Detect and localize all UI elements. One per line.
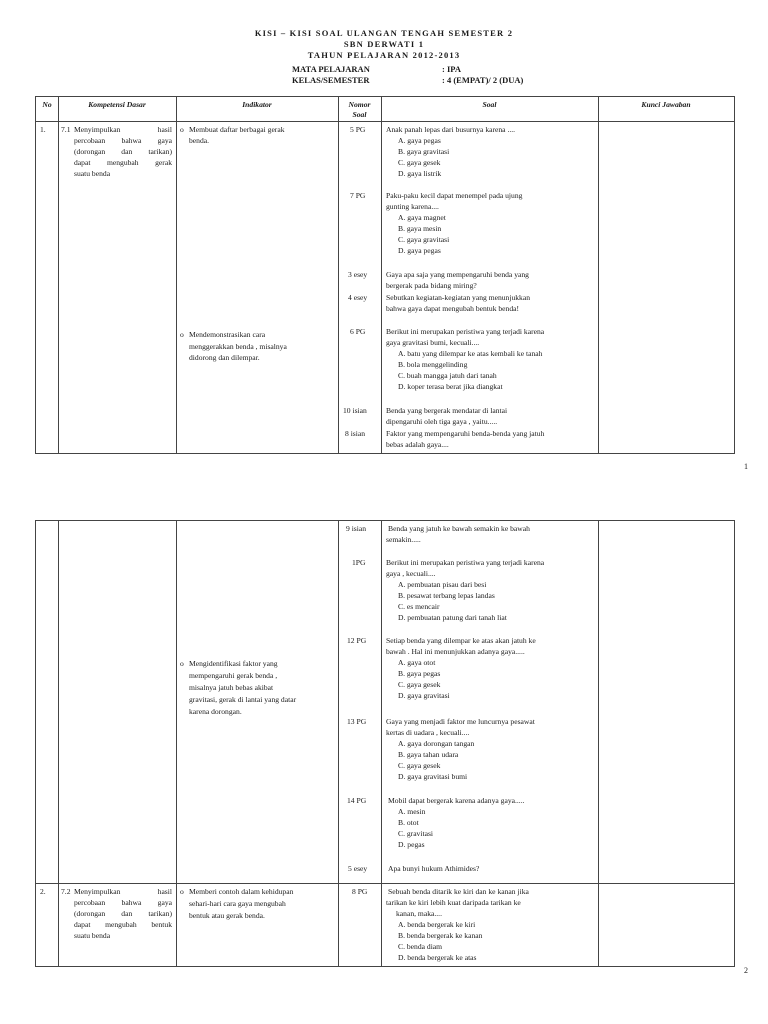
question-number: 5 esey <box>348 864 368 873</box>
question-number: 8 PG <box>352 887 368 896</box>
question-number: 1PG <box>352 558 366 567</box>
question-text: Sebutkan kegiatan-kegiatan yang menunjukkan <box>386 293 531 302</box>
option: B. otot <box>398 818 419 827</box>
meta-block <box>292 64 523 86</box>
question-number: 5 PG <box>350 125 366 134</box>
option: D. gaya gravitasi bumi <box>398 772 468 781</box>
bullet-icon: o <box>180 887 184 896</box>
bullet-icon: o <box>180 125 184 134</box>
option: D. koper terasa berat jika diangkat <box>398 382 503 391</box>
question-text: Apa bunyi hukum Athimides? <box>388 864 480 873</box>
option: D. pegas <box>398 840 425 849</box>
question-number: 4 esey <box>348 293 368 302</box>
option: B. pesawat terbang lepas landas <box>398 591 495 600</box>
option: B. gaya gravitasi <box>398 147 450 156</box>
col-header-soal: Soal <box>482 100 497 109</box>
question-text: Berikut ini merupakan peristiwa yang terjadi karena <box>386 327 545 336</box>
class-value: : 4 (EMPAT)/ 2 (DUA) <box>442 75 524 85</box>
table-page-2: 9 isian Benda yang jatuh ke bawah semakin ke bawah semakin..... 1PG Berikut ini merupakan peristiwa yang terjadi karena gaya , kecuali.... A. pembuatan pisau dari besi B. pesawat terbang lepas landas C. es mencair D. pembuatan patung dari tanah liat o Mengidentifikasi faktor yang mempengaruhi gerak benda , misalnya jatuh bebas akibat gravitasi, gerak di lantai yang datar karena dorongan. 12 PG Setiap benda yang dilempar ke atas akan jatuh ke bawah . Hal ini menunjukkan adanya gaya..... A. gaya otot B. gaya pegas C. gaya gesek D. gaya gravitasi 13 PG Gaya yang menjadi faktor me luncurnya pesawat kertas di uadara , kecuali.... A. gaya dorongan tangan B. gaya tahan udara C. gaya gesek D. gaya gravitasi bumi 14 PG Mobil dapat bergerak karena adanya gaya..... A. mesin B. otot C. gravitasi D. pegas 5 esey Apa bunyi hukum Athimides? 2. 7.2 Menyimpulkan hasil percobaan bahwa gaya (dorongan dan tarikan) dapat mengubah bentuk suatu benda o Memberi contoh dalam kehidupan sehari-hari cara gaya mengubah bentuk atau gerak benda. 8 PG Sebuah benda ditarik ke kiri dan ke kanan jika tarikan ke kiri lebih kuat daripada tarikan ke kanan, maka.... A. benda bergerak ke kiri B. benda bergerak ke kanan C. benda diam D. benda bergerak ke atas <box>35 520 735 967</box>
question-number: 3 esey <box>348 270 368 279</box>
col-header-no: No <box>42 100 52 109</box>
question-text: Setiap benda yang dilempar ke atas akan jatuh ke <box>386 636 536 645</box>
page-number: 1 <box>744 462 748 471</box>
bullet-icon: o <box>180 330 184 339</box>
question-number: 6 PG <box>350 327 366 336</box>
subject-label: MATA PELAJARAN <box>292 64 370 74</box>
option: C. gaya gesek <box>398 158 441 167</box>
indikator-4: Memberi contoh dalam kehidupan <box>189 887 294 896</box>
col-header-indikator: Indikator <box>242 100 272 109</box>
option: A. gaya magnet <box>398 213 446 222</box>
row-number: 1. <box>40 125 46 134</box>
option: A. batu yang dilempar ke atas kembali ke tanah <box>398 349 543 358</box>
option: C. gaya gesek <box>398 761 441 770</box>
header-school: SBN DERWATI 1 <box>343 39 425 49</box>
option: B. bola menggelinding <box>398 360 468 369</box>
option: A. mesin <box>398 807 426 816</box>
option: A. benda bergerak ke kiri <box>398 920 476 929</box>
question-number: 8 isian <box>345 429 366 438</box>
question-text: Paku-paku kecil dapat menempel pada ujung <box>386 191 523 200</box>
question-text: Faktor yang mempengaruhi benda-benda yang jatuh <box>386 429 545 438</box>
option: D. gaya pegas <box>398 246 441 255</box>
option: A. gaya otot <box>398 658 436 667</box>
option: D. gaya gravitasi <box>398 691 450 700</box>
document-header <box>0 28 768 61</box>
col-header-soal-num: Soal <box>352 110 367 119</box>
option: B. gaya tahan udara <box>398 750 459 759</box>
indikator-1: Membuat daftar berbagai gerak <box>189 125 285 134</box>
question-text: Gaya apa saja yang mempengaruhi benda yang <box>386 270 529 279</box>
class-label: KELAS/SEMESTER <box>292 75 370 85</box>
indikator-3: Mengidentifikasi faktor yang <box>189 659 278 668</box>
option: C. es mencair <box>398 602 440 611</box>
question-number: 14 PG <box>347 796 367 805</box>
option: C. benda diam <box>398 942 443 951</box>
option: D. gaya listrik <box>398 169 442 178</box>
question-text: Sebuah benda ditarik ke kiri dan ke kanan jika <box>388 887 529 896</box>
question-text: Mobil dapat bergerak karena adanya gaya..... <box>388 796 525 805</box>
question-number: 10 isian <box>343 406 367 415</box>
option: C. buah mangga jatuh dari tanah <box>398 371 497 380</box>
option: D. pembuatan patung dari tanah liat <box>398 613 507 622</box>
header-year: TAHUN PELAJARAN 2012-2013 <box>307 50 461 60</box>
kd-number: 7.1 <box>61 125 71 134</box>
bullet-icon: o <box>180 659 184 668</box>
option: B. gaya mesin <box>398 224 442 233</box>
indikator-2: Mendemonstrasikan cara <box>189 330 266 339</box>
table-page-1: No Kompetensi Dasar Indikator Nomor Soal Soal Kunci Jawaban 1. 7.1 Menyimpulkan hasil percobaan bahwa gaya (dorongan dan tarikan) dapat mengubah gerak suatu benda o Membuat daftar berbagai gerak benda. o Mendemonstrasikan cara menggerakkan benda , misalnya didorong dan dilempar. 5 PG Anak panah lepas dari busurnya karena .... A. gaya pegas B. gaya gravitasi C. gaya gesek D. gaya listrik 7 PG Paku-paku kecil dapat menempel pada ujung gunting karena.... A. gaya magnet B. gaya mesin C. gaya gravitasi D. gaya pegas 3 esey Gaya apa saja yang mempengaruhi benda yang bergerak pada bidang miring? 4 esey Sebutkan kegiatan-kegiatan yang menunjukkan bahwa gaya dapat mengubah bentuk benda! 6 PG Berikut ini merupakan peristiwa yang terjadi karena gaya gravitasi bumi, kecuali.... A. batu yang dilempar ke atas kembali ke tanah B. bola menggelinding C. buah mangga jatuh dari tanah D. koper terasa berat jika diangkat 10 isian Benda yang bergerak mendatar di lantai dipengaruhi oleh tiga gaya , yaitu..... 8 isian Faktor yang mempengaruhi benda-benda yang jatuh bebas adalah gaya.... <box>35 96 735 454</box>
option: B. benda bergerak ke kanan <box>398 931 483 940</box>
col-header-kd: Kompetensi Dasar <box>88 100 146 109</box>
option: C. gaya gesek <box>398 680 441 689</box>
subject-value: : IPA <box>442 64 461 74</box>
question-text: Berikut ini merupakan peristiwa yang terjadi karena <box>386 558 545 567</box>
row-number: 2. <box>40 887 46 896</box>
option: A. gaya pegas <box>398 136 441 145</box>
question-text: Gaya yang menjadi faktor me luncurnya pesawat <box>386 717 535 726</box>
option: C. gravitasi <box>398 829 434 838</box>
question-number: 12 PG <box>347 636 367 645</box>
question-text: Benda yang jatuh ke bawah semakin ke bawah <box>388 524 530 533</box>
question-number: 13 PG <box>347 717 367 726</box>
question-text: Benda yang bergerak mendatar di lantai <box>386 406 508 415</box>
kd-number: 7.2 <box>61 887 71 896</box>
question-number: 7 PG <box>350 191 366 200</box>
option: A. gaya dorongan tangan <box>398 739 475 748</box>
question-number: 9 isian <box>346 524 367 533</box>
header-title: KISI – KISI SOAL ULANGAN TENGAH SEMESTER 2 <box>254 28 514 38</box>
option: B. gaya pegas <box>398 669 441 678</box>
col-header-nomor: Nomor <box>348 100 371 109</box>
col-header-kunci: Kunci Jawaban <box>641 100 691 109</box>
option: A. pembuatan pisau dari besi <box>398 580 487 589</box>
question-text: Anak panah lepas dari busurnya karena .... <box>386 125 516 134</box>
option: D. benda bergerak ke atas <box>398 953 477 962</box>
option: C. gaya gravitasi <box>398 235 450 244</box>
page-number: 2 <box>744 966 748 975</box>
